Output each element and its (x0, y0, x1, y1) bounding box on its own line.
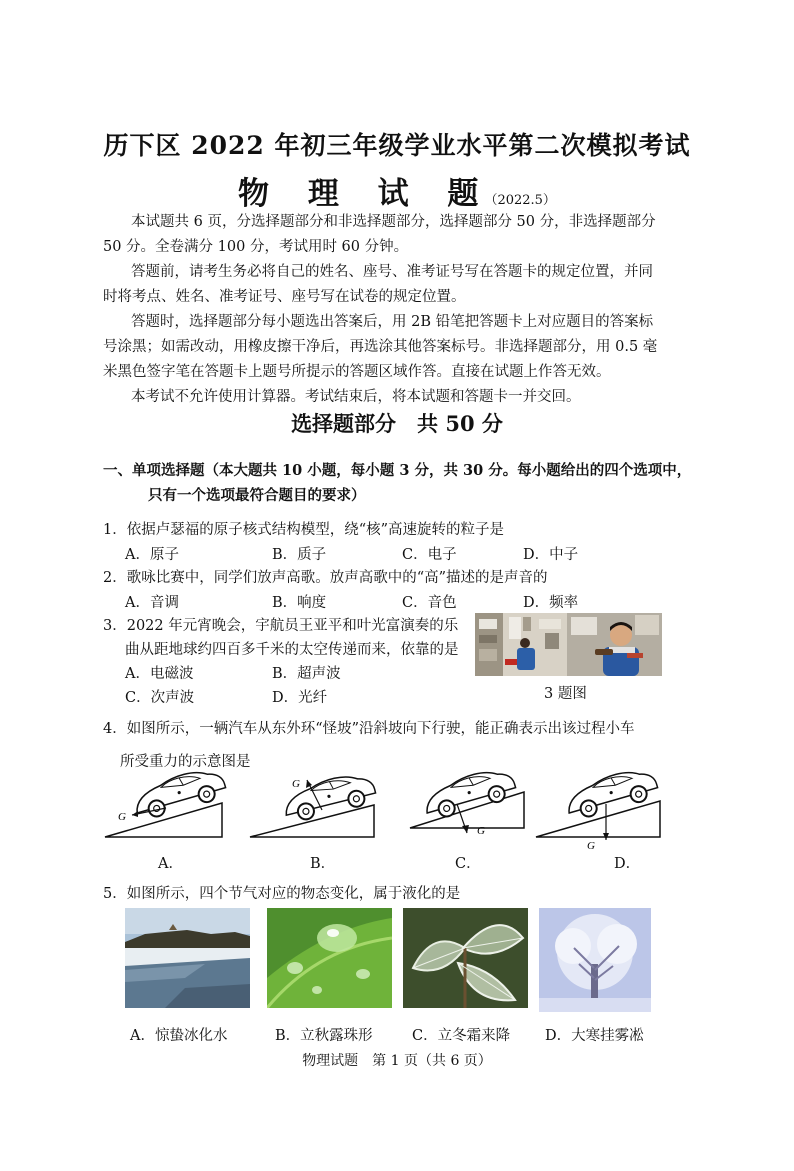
q3-option-b: B．超声波 (272, 666, 341, 682)
instruction-line: 本试题共 6 页，分选择题部分和非选择题部分，选择题部分 50 分，非选择题部分 (131, 214, 656, 230)
gravity-label: G (587, 840, 595, 850)
part-heading: 只有一个选项最符合题目的要求） (148, 487, 366, 504)
frost-leaves-image (403, 908, 528, 1008)
part-heading: 一、单项选择题（本大题共 10 小题，每小题 3 分，共 30 分。每小题给出的四个选项中， (103, 462, 692, 479)
space-station-image (475, 613, 662, 676)
subject-title (0, 168, 794, 213)
subject-name: 物 理 试 题 (238, 176, 493, 212)
q4-diagram-b (250, 770, 378, 837)
q4-diagram-c (410, 770, 524, 837)
instruction-line: 答题时，选择题部分每小题选出答案后，用 2B 铅笔把答题卡上对应题目的答案标 (131, 314, 654, 330)
q4-incline-diagrams (100, 770, 680, 850)
question-5-stem: 5．如图所示，四个节气对应的物态变化，属于液化的是 (103, 886, 461, 902)
q2-option-b: B．响度 (272, 595, 327, 611)
question-3-stem: 曲从距地球约四百多千米的太空传递而来，依靠的是 (125, 642, 459, 658)
q1-option-b: B．质子 (272, 547, 327, 563)
question-1-stem: 1．依据卢瑟福的原子核式结构模型，绕“核”高速旋转的粒子是 (103, 522, 505, 538)
instruction-line: 50 分。全卷满分 100 分，考试用时 60 分钟。 (103, 239, 409, 255)
rime-tree-image (539, 908, 651, 1012)
gravity-label: G (477, 825, 485, 837)
q3-astronaut-photo (475, 613, 662, 676)
q4-option-a: A． (158, 856, 183, 872)
q1-option-d: D．中子 (523, 547, 579, 563)
q2-option-d: D．频率 (523, 595, 579, 611)
q5-option-a: A．惊蛰冰化水 (130, 1028, 228, 1044)
question-4-stem: 4．如图所示，一辆汽车从东外环“怪坡”沿斜坡向下行驶，能正确表示出该过程小车 (103, 721, 635, 737)
q3-figure-caption: 3 题图 (544, 686, 587, 702)
q4-option-b: B． (310, 856, 336, 872)
q2-option-a: A．音调 (125, 595, 179, 611)
page-footer: 物理试题 第 1 页（共 6 页） (302, 1053, 492, 1069)
instruction-line: 米黑色签字笔在答题卡上题号所提示的答题区域作答。直接在试题上作答无效。 (103, 364, 611, 380)
q3-option-d: D．光纤 (272, 690, 328, 706)
instruction-line: 时将考点、姓名、准考证号、座号写在试卷的规定位置。 (103, 289, 466, 305)
question-2-stem: 2．歌咏比赛中，同学们放声高歌。放声高歌中的“高”描述的是声音的 (103, 570, 548, 586)
section-title: 选择题部分 共 50 分 (291, 411, 503, 436)
q5-option-c: C．立冬霜来降 (412, 1028, 511, 1044)
instruction-line: 号涂黑；如需改动，用橡皮擦干净后，再选涂其他答案标号。非选择题部分，用 0.5 毫 (103, 339, 658, 355)
q5-option-b: B．立秋露珠形 (275, 1028, 373, 1044)
dewdrop-image (267, 908, 392, 1008)
q1-option-c: C．电子 (402, 547, 457, 563)
instruction-line: 答题前，请考生务必将自己的姓名、座号、准考证号写在答题卡的规定位置，并同 (131, 264, 653, 280)
gravity-label: G (292, 778, 300, 790)
q4-diagram-a (105, 770, 228, 837)
q4-diagram-d (536, 770, 660, 850)
question-4-stem: 所受重力的示意图是 (120, 754, 251, 770)
gravity-label: G (118, 811, 126, 823)
q4-option-d: D． (614, 856, 641, 872)
q4-option-c: C． (455, 856, 481, 872)
exam-date: （2022.5） (484, 193, 556, 208)
question-3-stem: 3．2022 年元宵晚会，宇航员王亚平和叶光富演奏的乐 (103, 618, 459, 634)
q5-photo-ice-melting (125, 908, 250, 1008)
q1-option-a: A．原子 (125, 547, 179, 563)
q5-option-d: D．大寒挂雾凇 (545, 1028, 644, 1044)
q5-photo-rime (539, 908, 651, 1012)
instruction-line: 本考试不允许使用计算器。考试结束后，将本试题和答题卡一并交回。 (131, 389, 581, 405)
q3-option-c: C．次声波 (125, 690, 195, 706)
q2-option-c: C．音色 (402, 595, 457, 611)
ice-melting-image (125, 908, 250, 1008)
q3-option-a: A．电磁波 (125, 666, 194, 682)
exam-title: 历下区 2022 年初三年级学业水平第二次模拟考试 (103, 131, 691, 160)
q5-photo-dewdrop (267, 908, 392, 1008)
q5-photo-frost (403, 908, 528, 1008)
